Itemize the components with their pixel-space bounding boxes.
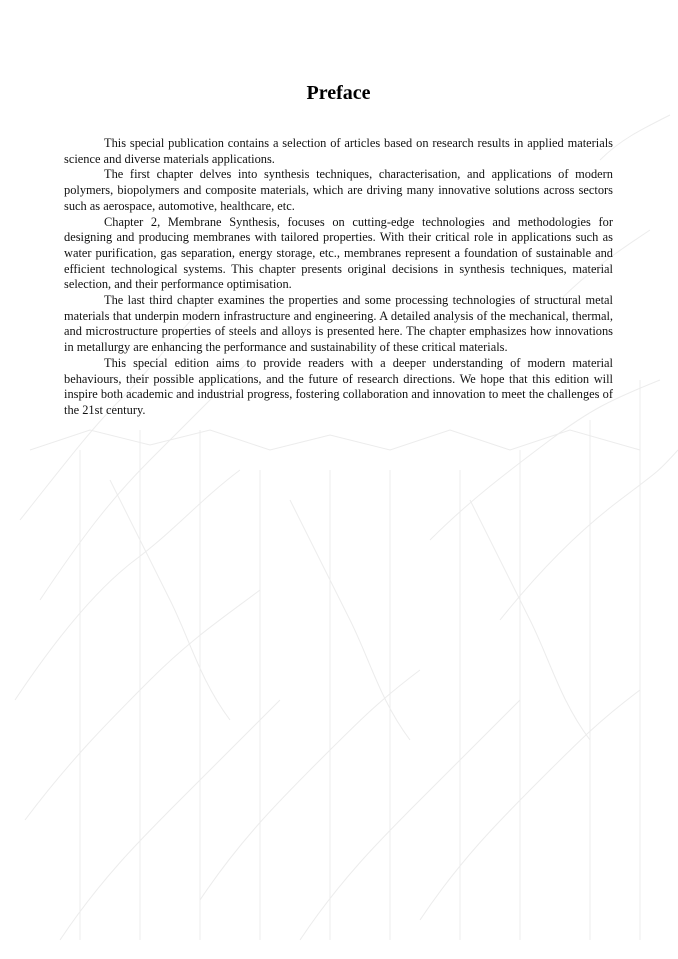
- paragraph-conclusion: This special edition aims to provide readers with a deeper understanding of modern material behaviours, their possible applications, and the future of research directions. We hope that this edition will inspire both academic and industrial progress, fostering collaboration and innovation to meet the challenges of the 21st century.: [64, 355, 613, 417]
- paragraph-intro: This special publication contains a selection of articles based on research results in applied materials science and diverse materials applications.: [64, 136, 613, 166]
- paragraph-chapter-1: The first chapter delves into synthesis techniques, characterisation, and applications of modern polymers, biopolymers and composite materials, which are driving many innovative solutions across sectors such as aerospace, automotive, healthcare, etc.: [64, 167, 613, 213]
- paragraph-chapter-2: Chapter 2, Membrane Synthesis, focuses on cutting-edge technologies and methodologies for designing and producing membranes with tailored properties. With their critical role in applications such as water purification, gas separation, energy storage, etc., membranes represent a foundation of sustainable and efficient technological systems. This chapter presents original decisions in synthesis techniques, material selection, and their performance optimisation.: [64, 214, 613, 292]
- preface-body: [64, 136, 613, 419]
- paragraph-chapter-3: The last third chapter examines the properties and some processing technologies of structural metal materials that underpin modern infrastructure and engineering. A detailed analysis of the mechanical, thermal, and microstructure properties of steels and alloys is presented here. The chapter emphasizes how innovations in metallurgy are enhancing the performance and sustainability of these critical materials.: [64, 293, 613, 355]
- page-title: Preface: [306, 82, 371, 104]
